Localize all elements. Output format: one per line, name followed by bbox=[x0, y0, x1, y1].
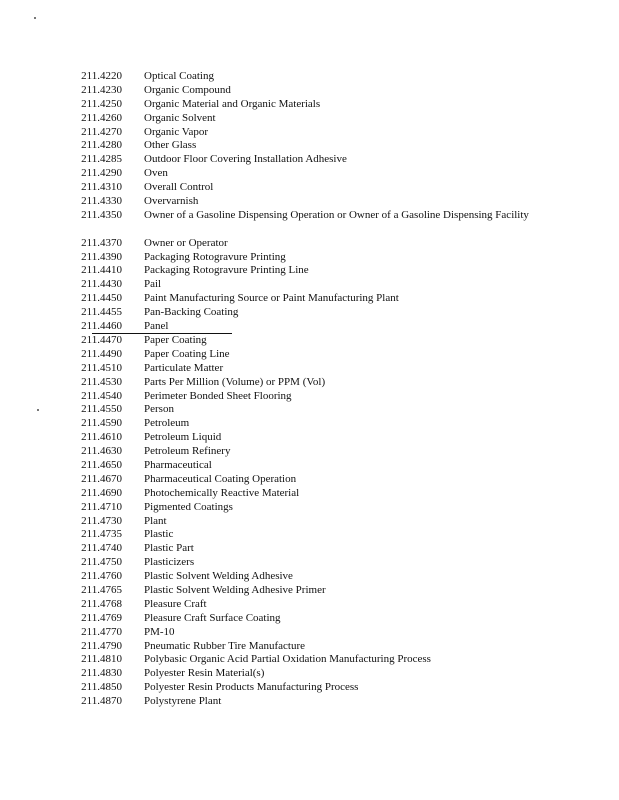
term: Photochemically Reactive Material bbox=[144, 486, 300, 499]
term: Parts Per Million (Volume) or PPM (Vol) bbox=[144, 375, 326, 388]
section-number: 211.4410 bbox=[81, 264, 122, 277]
section-number: 211.4550 bbox=[81, 403, 122, 416]
list-item bbox=[62, 362, 582, 376]
term: Petroleum bbox=[144, 417, 190, 430]
section-number: 211.4670 bbox=[81, 472, 122, 485]
list-item bbox=[62, 139, 582, 153]
term: Person bbox=[144, 403, 174, 416]
section-number: 211.4460 bbox=[81, 320, 122, 333]
section-number: 211.4330 bbox=[81, 195, 122, 208]
list-item bbox=[62, 417, 582, 431]
section-number: 211.4370 bbox=[81, 236, 122, 249]
term: Polyester Resin Products Manufacturing Process bbox=[144, 681, 359, 694]
section-number: 211.4590 bbox=[81, 417, 122, 430]
scan-speck bbox=[37, 409, 39, 411]
term: Pan-Backing Coating bbox=[144, 306, 239, 319]
term: Owner of a Gasoline Dispensing Operation or Owner of a Gasoline Dispensing Facility bbox=[144, 208, 529, 221]
term: Polyester Resin Material(s) bbox=[144, 667, 265, 680]
list-item bbox=[62, 390, 582, 404]
term: Pneumatic Rubber Tire Manufacture bbox=[144, 639, 305, 652]
list-item bbox=[62, 306, 582, 320]
term: Plastic Part bbox=[144, 542, 194, 555]
term: Overall Control bbox=[144, 181, 214, 194]
section-number: 211.4769 bbox=[81, 611, 122, 624]
section-number: 211.4470 bbox=[81, 333, 122, 346]
list-item bbox=[62, 376, 582, 390]
section-number: 211.4630 bbox=[81, 445, 122, 458]
definitions-list bbox=[62, 70, 582, 709]
section-number: 211.4510 bbox=[81, 361, 122, 374]
term: Paper Coating bbox=[144, 333, 207, 346]
scan-speck bbox=[34, 17, 36, 19]
section-number: 211.4790 bbox=[81, 639, 122, 652]
term: Owner or Operator bbox=[144, 236, 228, 249]
term: Polystyrene Plant bbox=[144, 695, 222, 708]
list-item bbox=[62, 626, 582, 640]
term: Pigmented Coatings bbox=[144, 500, 233, 513]
term: Particulate Matter bbox=[144, 361, 224, 374]
list-item bbox=[62, 445, 582, 459]
list-item bbox=[62, 459, 582, 473]
list-item bbox=[62, 653, 582, 667]
term: Plastic Solvent Welding Adhesive Primer bbox=[144, 583, 326, 596]
term: Pleasure Craft Surface Coating bbox=[144, 611, 281, 624]
list-item bbox=[62, 528, 582, 542]
section-number: 211.4290 bbox=[81, 167, 122, 180]
list-item bbox=[62, 570, 582, 584]
list-item bbox=[62, 251, 582, 265]
list-item bbox=[62, 501, 582, 515]
term: Packaging Rotogravure Printing bbox=[144, 250, 286, 263]
term: Perimeter Bonded Sheet Flooring bbox=[144, 389, 292, 402]
term: Outdoor Floor Covering Installation Adhesive bbox=[144, 153, 347, 166]
section-number: 211.4770 bbox=[81, 625, 122, 638]
list-item bbox=[62, 126, 582, 140]
list-item bbox=[62, 487, 582, 501]
section-number: 211.4250 bbox=[81, 97, 122, 110]
term: Pharmaceutical Coating Operation bbox=[144, 472, 297, 485]
term: Plastic Solvent Welding Adhesive bbox=[144, 570, 293, 583]
section-number: 211.4750 bbox=[81, 556, 122, 569]
term: Organic Material and Organic Materials bbox=[144, 97, 321, 110]
term: Organic Compound bbox=[144, 83, 231, 96]
list-item bbox=[62, 681, 582, 695]
list-item bbox=[62, 556, 582, 570]
list-item bbox=[62, 584, 582, 598]
section-number: 211.4285 bbox=[81, 153, 122, 166]
list-item bbox=[62, 403, 582, 417]
term: Plasticizers bbox=[144, 556, 195, 569]
term: Optical Coating bbox=[144, 70, 214, 82]
section-number: 211.4765 bbox=[81, 583, 122, 596]
list-item bbox=[62, 237, 582, 251]
list-item bbox=[62, 640, 582, 654]
list-item bbox=[62, 195, 582, 209]
term: Polybasic Organic Acid Partial Oxidation Manufacturing Process bbox=[144, 653, 431, 666]
section-number: 211.4530 bbox=[81, 375, 122, 388]
section-number: 211.4760 bbox=[81, 570, 122, 583]
section-number: 211.4810 bbox=[81, 653, 122, 666]
list-item bbox=[62, 320, 582, 334]
section-number: 211.4390 bbox=[81, 250, 122, 263]
list-item bbox=[62, 695, 582, 709]
section-number: 211.4735 bbox=[81, 528, 122, 541]
section-number: 211.4230 bbox=[81, 83, 122, 96]
section-number: 211.4830 bbox=[81, 667, 122, 680]
section-number: 211.4260 bbox=[81, 111, 122, 124]
term: Organic Solvent bbox=[144, 111, 216, 124]
list-item bbox=[62, 153, 582, 167]
term: Plastic bbox=[144, 528, 174, 541]
term: Pharmaceutical bbox=[144, 458, 212, 471]
list-item bbox=[62, 181, 582, 195]
section-number: 211.4450 bbox=[81, 292, 122, 305]
section-number: 211.4710 bbox=[81, 500, 122, 513]
section-number: 211.4730 bbox=[81, 514, 122, 527]
section-number: 211.4220 bbox=[81, 70, 122, 82]
list-item bbox=[62, 515, 582, 529]
section-number: 211.4310 bbox=[81, 181, 122, 194]
term: Petroleum Refinery bbox=[144, 445, 231, 458]
section-number: 211.4870 bbox=[81, 695, 122, 708]
term: PM-10 bbox=[144, 625, 175, 638]
section-number: 211.4455 bbox=[81, 306, 122, 319]
section-number: 211.4540 bbox=[81, 389, 122, 402]
list-item bbox=[62, 70, 582, 84]
list-item bbox=[62, 264, 582, 278]
section-number: 211.4740 bbox=[81, 542, 122, 555]
term: Paint Manufacturing Source or Paint Manufacturing Plant bbox=[144, 292, 399, 305]
list-item bbox=[62, 84, 582, 98]
list-item bbox=[62, 431, 582, 445]
term: Overvarnish bbox=[144, 195, 199, 208]
list-item bbox=[62, 334, 582, 348]
list-item bbox=[62, 209, 582, 237]
term: Pleasure Craft bbox=[144, 597, 207, 610]
section-number: 211.4430 bbox=[81, 278, 122, 291]
section-number: 211.4650 bbox=[81, 458, 122, 471]
term: Other Glass bbox=[144, 139, 197, 152]
section-number: 211.4490 bbox=[81, 347, 122, 360]
term: Pail bbox=[144, 278, 162, 291]
term: Paper Coating Line bbox=[144, 347, 230, 360]
section-number: 211.4280 bbox=[81, 139, 122, 152]
term: Petroleum Liquid bbox=[144, 431, 222, 444]
list-item bbox=[62, 473, 582, 487]
list-item bbox=[62, 292, 582, 306]
term: Organic Vapor bbox=[144, 125, 209, 138]
list-item bbox=[62, 167, 582, 181]
list-item bbox=[62, 112, 582, 126]
list-item bbox=[62, 278, 582, 292]
list-item bbox=[62, 667, 582, 681]
list-item bbox=[62, 598, 582, 612]
term: Panel bbox=[144, 320, 169, 333]
section-number: 211.4270 bbox=[81, 125, 122, 138]
term: Packaging Rotogravure Printing Line bbox=[144, 264, 309, 277]
section-number: 211.4850 bbox=[81, 681, 122, 694]
list-item bbox=[62, 542, 582, 556]
section-number: 211.4610 bbox=[81, 431, 122, 444]
section-number: 211.4350 bbox=[81, 208, 122, 221]
section-number: 211.4768 bbox=[81, 597, 122, 610]
term: Oven bbox=[144, 167, 168, 180]
term: Plant bbox=[144, 514, 167, 527]
list-item bbox=[62, 612, 582, 626]
list-item bbox=[62, 98, 582, 112]
list-item bbox=[62, 348, 582, 362]
section-number: 211.4690 bbox=[81, 486, 122, 499]
